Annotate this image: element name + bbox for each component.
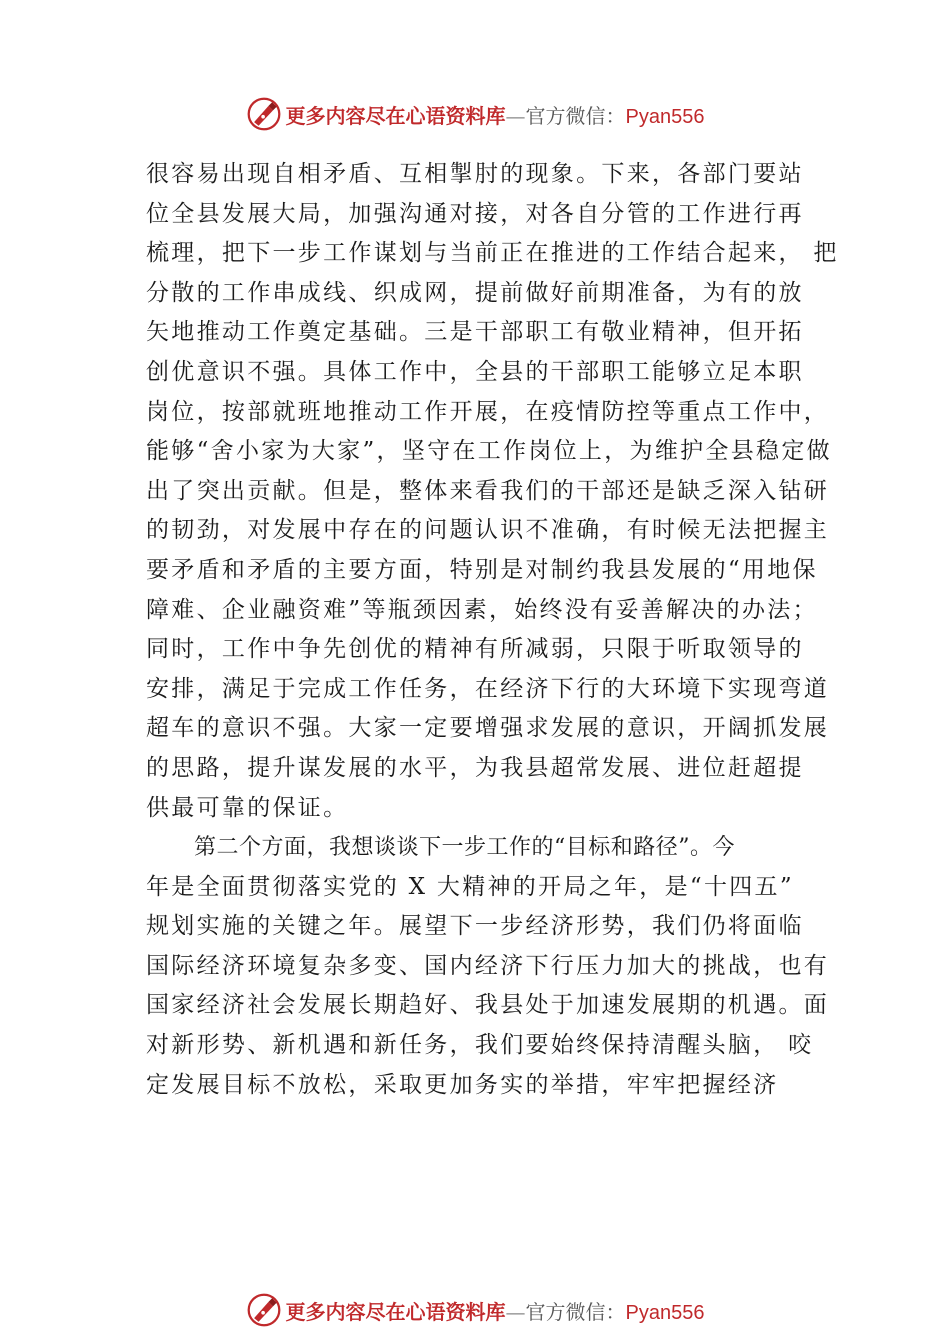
body-line: 分散的工作串成线、织成网，提前做好前期准备，为有的放 [146,279,804,306]
header-wechat-id: Pyan556 [625,105,705,128]
header-banner [0,94,950,134]
body-line: 能够“舍小家为大家”，坚守在工作岗位上，为维护全县稳定做 [146,438,832,465]
body-line: 岗位，按部就班地推动工作开展，在疫情防控等重点工作中， [146,398,830,425]
body-line: 要矛盾和矛盾的主要方面，特别是对制约我县发展的“用地保 [146,556,818,583]
body-line: 出了突出贡献。但是，整体来看我们的干部还是缺乏深入钻研 [146,477,830,504]
body-line: 国际经济环境复杂多变、国内经济下行压力加大的挑战，也有 [146,952,830,979]
pen-nib-logo-icon [246,96,282,132]
body-line: 年是全面贯彻落实党的 X 大精神的开局之年，是“十四五” [146,873,794,900]
footer-banner [0,1290,950,1330]
body-line: 对新形势、新机遇和新任务，我们要始终保持清醒头脑， 咬 [146,1032,814,1059]
body-line: 位全县发展大局，加强沟通对接，对各自分管的工作进行再 [146,200,804,227]
footer-banner-text [286,1296,705,1325]
header-brand: 更多内容尽在心语资料库 [285,103,506,128]
body-line: 梳理，把下一步工作谋划与当前正在推进的工作结合起来， 把 [146,240,839,267]
body-line: 创优意识不强。具体工作中，全县的干部职工能够立足本职 [146,358,804,385]
body-line: 规划实施的关键之年。展望下一步经济形势，我们仍将面临 [146,913,804,940]
body-line: 很容易出现自相矛盾、互相掣肘的现象。下来，各部门要站 [146,161,804,187]
paragraph-start-line: 第二个方面，我想谈谈下一步工作的“目标和路径”。今 [194,835,735,861]
header-separator: — [505,103,526,128]
footer-brand: 更多内容尽在心语资料库 [285,1299,506,1324]
body-line: 定发展目标不放松，采取更加务实的举措，牢牢把握经济 [146,1071,779,1098]
footer-official-label: 官方微信： [525,1299,626,1324]
body-line: 的思路，提升谋发展的水平，为我县超常发展、进位赶超提 [146,754,804,781]
header-banner-text [286,100,705,129]
pen-nib-logo-icon [246,1292,282,1328]
body-line: 超车的意识不强。大家一定要增强求发展的意识，开阔抓发展 [146,715,830,742]
body-line: 障难、企业融资难”等瓶颈因素，始终没有妥善解决的办法； [146,596,818,623]
body-line: 供最可靠的保证。 [146,794,349,821]
body-line: 矢地推动工作奠定基础。三是干部职工有敬业精神，但开拓 [146,319,804,346]
body-line: 安排，满足于完成工作任务，在经济下行的大环境下实现弯道 [146,675,830,702]
footer-wechat-id: Pyan556 [625,1301,705,1324]
body-line: 的韧劲，对发展中存在的问题认识不准确，有时候无法把握主 [146,517,830,544]
footer-separator: — [505,1299,526,1324]
header-official-label: 官方微信： [525,103,626,128]
body-line: 同时，工作中争先创优的精神有所减弱，只限于听取领导的 [146,636,804,663]
document-body [146,155,839,1105]
body-line: 国家经济社会发展长期趋好、我县处于加速发展期的机遇。面 [146,992,830,1019]
